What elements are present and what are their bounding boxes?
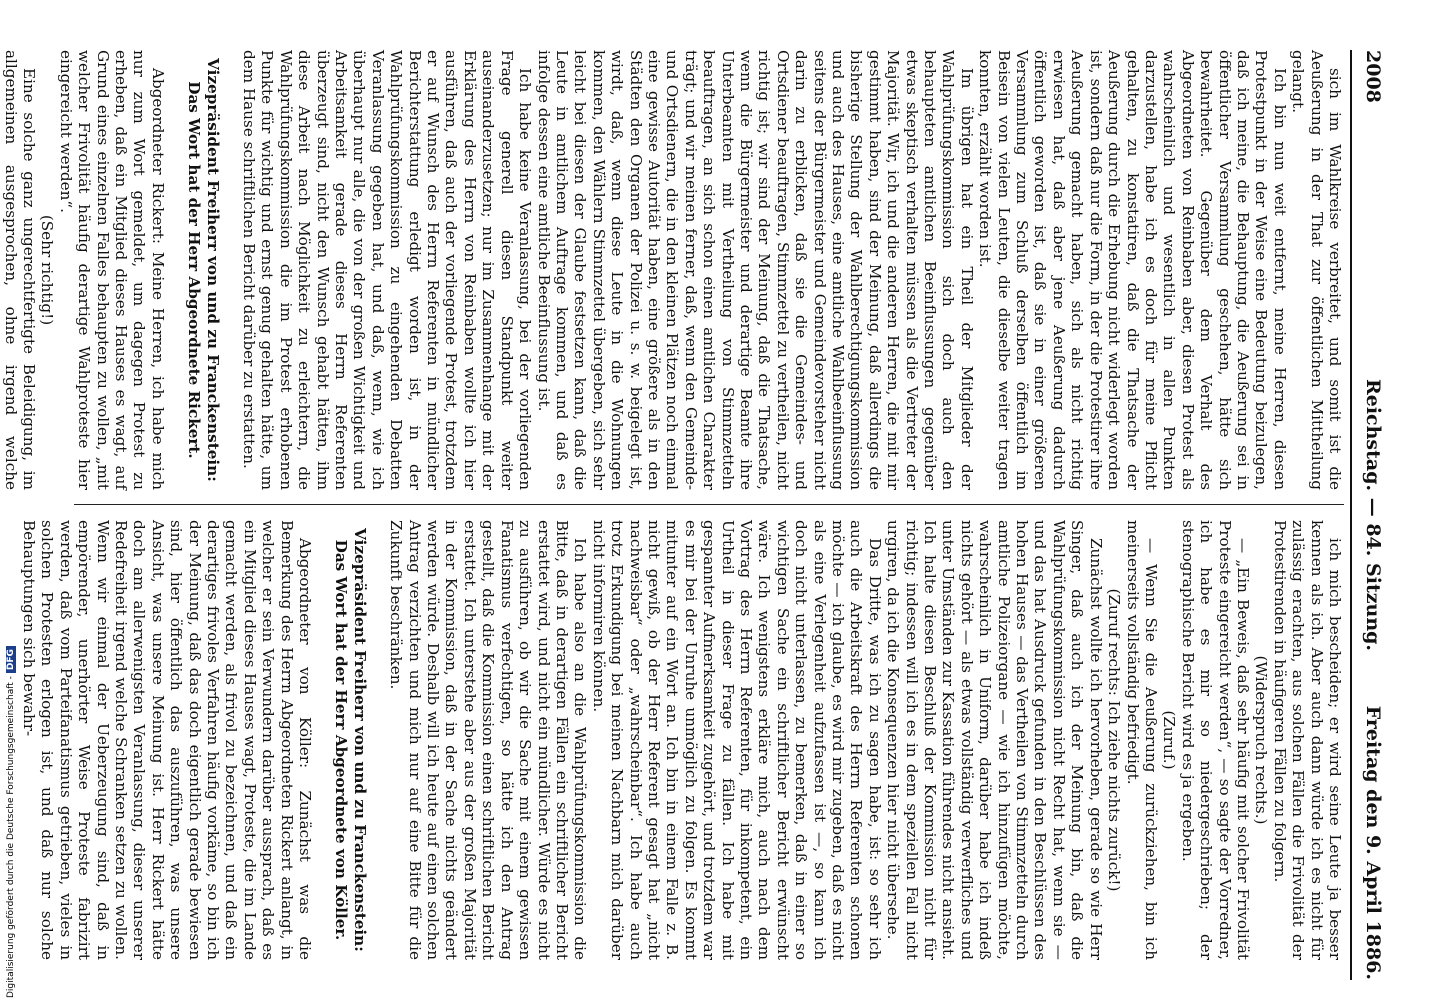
speaker-intro: Vizepräsident Freiherr von und zu Franckenstein: Das Wort hat der Herr Abgeordnete von Köller. — [332, 528, 369, 952]
dfg-logo: DFG — [6, 646, 16, 673]
paragraph: Zunächst wollte ich hervorheben, gerade so wie Herr Singer, daß auch ich der Meinung bin, daß die Wahlprüfungskommission nicht Recht hat, wenn sie — und das hat Ausdruck gefunden in den Beschlüssen des hohen Hauses — das Vertheilen von Stimmzetteln durch amtliche Polizeiorgane — wie ich hinzufügen möchte, wahrscheinlich in Uniform, darüber habe ich indeß nichts gehört — als etwas vollständig verwerfliches und unter Umständen zur Kassation führendes nicht ansieht. Ich halte diesen Beschluß der Kommission nicht für richtig; indessen will ich es in dem speziellen Fall nicht urgiren, da ich die Konsequenzen hier nicht übersehe. — [884, 520, 1105, 960]
digitization-credit — [6, 646, 16, 998]
speech-paragraph: Eine solche ganz ungerechtfertigte Beleidigung, im allgemeinen ausgesprochen, ohne irgend welche — [1, 50, 38, 490]
paragraph: — Wenn Sie die Aeußerung zurückziehen, bin ich meinerseits vollständig befriedigt. — [1123, 520, 1160, 960]
paragraph: — „Ein Beweis, daß sehr häufig mit solcher Frivolität Proteste eingereicht werden“, — so sagte der Vorredner, ich habe es mir so niedergeschrieben; der stenographische Bericht wird es ja ergeben. — [1178, 520, 1252, 960]
paragraph: ich mich bescheiden; er wird seine Leute ja besser kennen als ich. Aber auch dann würde ich es nicht für zulässig erachten, aus solchen Fällen die Frivolität der Protestirenden in häufigeren Fällen zu folgern. — [1270, 520, 1344, 960]
interjection: (Zuruf.) — [1160, 710, 1179, 770]
paragraph: Im übrigen hat ein Theil der Mitglieder der Wahlprüfungskommission sich doch auch den behaupteten amtlichen Beeinflussungen gegenüber etwas skeptisch verhalten müssen als die Vertreter der Majorität. Wir, ich und die anderen Herren, die mit mir gestimmt haben, sind der Meinung, daß allerdings die bisherige Stellung der Wahlberechtigungskommission und auch des Hauses, eine amtliche Wahlbeeinflussung seitens der Bürgermeister und Gemeindevorsteher nicht darin zu erblicken, daß sie die Gemeindes- und Ortsdiener beauftragen, Stimmzettel zu vertheilen, nicht richtig ist; wir sind der Meinung, daß die Thatsache, wenn die Bürgermeister und derartige Beamte ihre Unterbeamten mit Vertheilung von Stimmzetteln beauftragen, an sich schon einen amtlichen Charakter trägt; und wir meinen ferner, daß, wenn den Gemeinde- und Ortsdienern, die in den kleinen Plätzen noch einmal eine gewisse Autorität haben, eine größere als in den Städten den Organen der Polizei u. s. w. beigelegt ist, wirdt, daß, wenn diese Leute in die Wohnungen kommen, den Wählern Stimmzettel übergeben, sich sehr leicht bei diesen der Glaube festsetzen kann, daß die Leute in amtlichem Auftrage kommen, und daß es infolge dessen eine amtliche Beeinflussung ist. — [534, 50, 976, 490]
session-title: Reichstag. — 84. Sitzung. — [1362, 378, 1384, 652]
paragraph: Ich habe also an die Wahlprüfungskommission die Bitte, daß in derartigen Fällen ein schriftlicher Bericht erstattet wird, und nicht ein mündlicher. Würde es nicht zu ausführen, ob wir die Sache mit einem gewissen Fanatismus verfechtigen, so hätte ich den Antrag gestellt, daß die Kommission einen schriftlichen Bericht erstattet. Ich unterstehe aber aus der großen Majorität in der Kommission, daß in der Sache nichts geändert werden würde. Deshalb will ich heute auf einen solchen Antrag verzichten und mich nur auf eine Bitte für die Zukunft beschränken. — [387, 520, 590, 960]
interjection: (Widerspruch rechts.) — [1252, 655, 1271, 825]
credit-text: Digitalisierung gefördert durch die Deutsche Forschungsgemeinschaft - — [6, 676, 16, 998]
speech-paragraph: Abgeordneter Rickert: Meine Herren, ich habe mich nur zum Wort gemeldet, um dagegen Protest zu erheben, daß ein Mitglied dieses Hauses es wagt, auf Grund eines einzelnen Falles behaupten zu wollen, „mit welcher Frivolität häufig derartige Wahlproteste hier eingereicht werden“. — [56, 50, 167, 490]
page-header — [1350, 50, 1392, 980]
speech-paragraph: Abgeordneter von Köller: Zunächst was die Bemerkung des Herrn Abgeordneten Rickert anlangt, in welcher er sein Verwundern darüber aussprach, daß es ein Mitglied dieses Hauses wagt, Proteste, die im Lande gemacht werden, als frivol zu bezeichnen, und daß ein derartiges frivoles Verfahren häufig vorkäme, so bin ich der Meinung, daß das doch eigentlich gerade bewiesen sind, hier öffentlich das auszuführen, was unsere Ansicht, was unsere Meinung ist. Herr Rickert hätte doch am allerwenigsten Veranlassung, dieser unserer Redefreiheit irgend welche Schranken setzen zu wollen. Wenn wir einmal der Ueberzeugung sind, daß in empörender, unerhörter Weise Proteste fabrizirt werden, daß vom Parteifanatismus getrieben, vieles in solchen Protesten erlogen ist, und daß nur solche Behauptungen sich bewahr- — [19, 520, 315, 960]
paragraph: Ich bin nun weit entfernt, meine Herren, diesen Protestpunkt in der Weise eine Bedeutung beizulegen, daß ich meine, die Behauptung, die Aeußerung sei in öffentlicher Versammlung geschehen, hätte sich bewahrheitet. Gegenüber dem Verhalt des Abgeordneten von Reinbaben aber, diesen Protest als wahrscheinlich und wesentlich in allen Punkten darzustellen, habe ich es doch für meine Pflicht gehalten, zu konstatiren, daß die Thatsache der Aeußerung durch die Erhebung nicht widerlegt worden ist, sondern daß nur die Form, in der die Protestirer ihre Aeußerung gemacht haben, sich als nicht richtig erwiesen hat, daß aber jene Aeußerung dadurch öffentlich geworden ist, daß sie in einer größeren Versammlung zum Schluß derselben öffentlich im Beisein von vielen Leuten, die dieselbe weiter tragen konnten, erzählt worden ist. — [976, 50, 1289, 490]
speaker-intro: Vizepräsident Freiherr von und zu Franckenstein: Das Wort hat der Herr Abgeordnete Rickert. — [185, 58, 222, 482]
paragraph: Ich habe keine Veranlassung, bei der vorliegenden Frage generell diesen Standpunkt weiter auseinanderzusetzen; nur im Zusammenhange mit der Erklärung des Herrn von Reinbaben wollte ich hier ausführen, daß auch der vorliegende Protest, trotzdem er auf Wunsch des Herrn Referenten in mündlicher Berichterstattung erledigt worden ist, in der Wahlprüfungskommission zu eingehenden Debatten Veranlassung gegeben hat, und daß, wenn, wie ich überhaupt nur alle, die von der großen Wichtigkeit und Arbeitsamkeit gerade dieses Herrn Referenten überzeugt sind, nicht den Wunsch gehabt hätten, ihm diese Arbeit nach Möglichkeit zu erleichtern, die Wahlprüfungskommission die im Protest erhobenen Punkte für wichtig und ernst genug gehalten hätte, um dem Hause schriftlichen Bericht darüber zu erstatten. — [240, 50, 535, 490]
paragraph: Das Dritte, was ich zu sagen habe, ist: so sehr ich auch die Arbeitskraft des Herrn Referenten schonen möchte — ich glaube, es wird mir zugeben, daß es nicht als eine Verlegenheit aufzufassen ist —, so kann ich doch nicht unterlassen, zu bemerken, daß in einer so wichtigen Sache ein schriftlicher Bericht erwünscht wäre. Ich wenigstens erkläre mich, auch nach dem Vortrag des Herrn Referenten, für inkompetent, ein Urtheil in dieser Frage zu fällen. Ich habe mit gespannter Aufmerksamkeit zugehört, und trotzdem war es mir bei der Unruhe unmöglich zu folgen. Es kommt mitunter auf ein Wort an. Ich bin in einem Falle z. B. nicht gewiß, ob der Herr Referent gesagt hat „nicht nachweisbar“ oder „wahrscheinbar“. Ich habe auch trotz Erkundigung bei meinen Nachbarn mich darüber nicht informiren können. — [589, 520, 884, 960]
left-column — [1, 50, 1344, 490]
right-column — [19, 520, 1344, 960]
session-date: Freitag den 9. April 1886. — [1362, 705, 1384, 980]
column-divider — [74, 504, 1344, 505]
interjection: (Sehr richtig!) — [38, 214, 57, 326]
interjection: (Zuruf rechts: Ich ziehe nichts zurück!) — [1105, 588, 1124, 892]
page-number: 2008 — [1362, 50, 1384, 103]
paragraph: sich im Wahlkreise verbreitet, und somit ist die Aeußerung in der That zur öffentlichen Mittheilung gelangt. — [1289, 50, 1344, 490]
